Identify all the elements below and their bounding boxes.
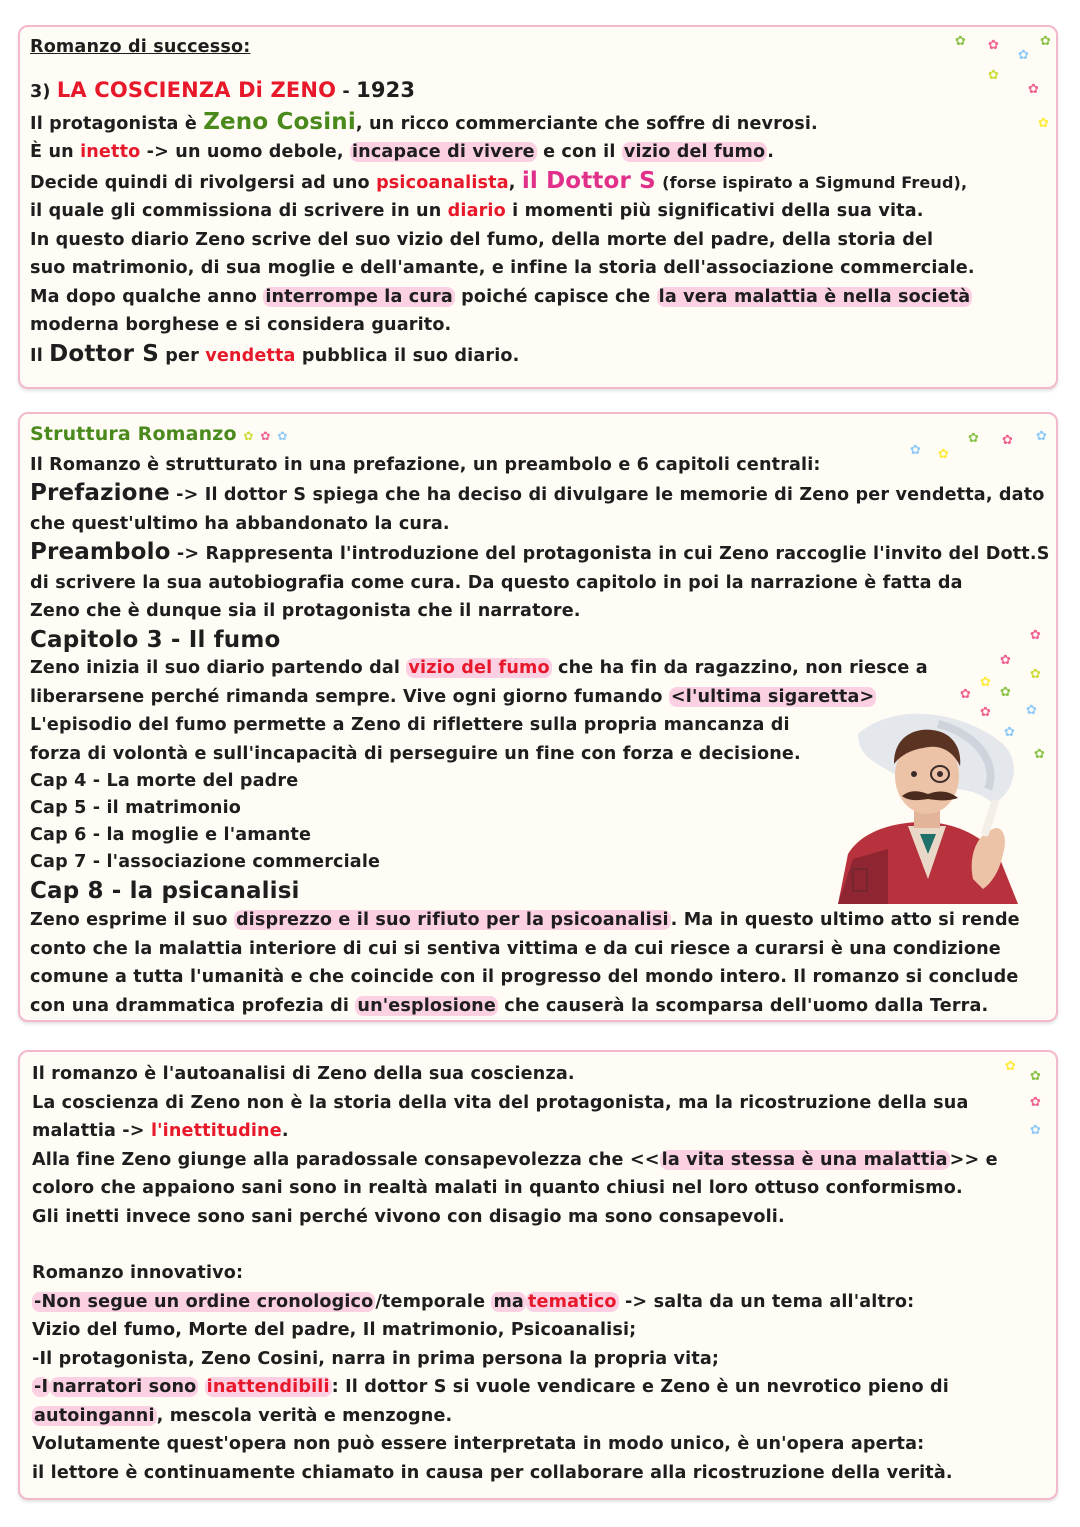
star-icon: ✿ [960, 687, 971, 702]
text-line: il lettore è continuamente chiamato in causa per collaborare alla ricostruzione della verità. [32, 1462, 953, 1483]
star-icon: ✿ [1000, 653, 1011, 668]
star-icon: ✿ [1038, 116, 1049, 131]
star-icon: ✿ [910, 443, 921, 458]
text-line: Zeno che è dunque sia il protagonista che il narratore. [30, 601, 581, 621]
text-line: Gli inetti invece sono sani perché vivono con disagio ma sono consapevoli. [32, 1206, 785, 1227]
text-line: moderna borghese e si considera guarito. [30, 315, 452, 335]
analysis-card [18, 1050, 1058, 1500]
star-icon: ✿ [955, 34, 966, 49]
chapter-heading: Capitolo 3 - Il fumo [30, 626, 281, 653]
text-line: che quest'ultimo ha abbandonato la cura. [30, 513, 450, 534]
text-line: liberarsene perché rimanda sempre. Vive ogni giorno fumando <l'ultima sigaretta> [30, 686, 875, 707]
star-icon: ✿ [980, 705, 991, 720]
text-line: Decide quindi di rivolgersi ad uno psicoanalista, il Dottor S (forse ispirato a Sigmund Freud), [30, 167, 968, 194]
text-line: Il Romanzo è strutturato in una prefazione, un preambolo e 6 capitoli centrali: [30, 454, 821, 475]
star-icon: ✿ [1004, 725, 1015, 740]
star-icon: ✿ [980, 675, 991, 690]
star-icon: ✿ [1036, 429, 1047, 444]
text-line: Ma dopo qualche anno interrompe la cura poiché capisce che la vera malattia è nella società [30, 286, 971, 307]
text-line: Vizio del fumo, Morte del padre, Il matrimonio, Psicoanalisi; [32, 1320, 637, 1340]
chapter-item: Cap 6 - la moglie e l'amante [30, 825, 312, 845]
text-line: La coscienza di Zeno non è la storia della vita del protagonista, ma la ricostruzione della sua [32, 1092, 969, 1113]
text-line: conto che la malattia interiore di cui si sentiva vittima e da cui riesce a curarsi è una condizione [30, 938, 1001, 959]
chapter-item: Cap 4 - La morte del padre [30, 771, 299, 791]
text-line: Il romanzo è l'autoanalisi di Zeno della sua coscienza. [32, 1064, 575, 1084]
text-line: forza di volontà e sull'incapacità di perseguire un fine con forza e decisione. [30, 743, 801, 764]
text-line: Zeno inizia il suo diario partendo dal vizio del fumo che ha fin da ragazzino, non riesce a [30, 658, 928, 678]
text-line: Il Dottor S per vendetta pubblica il suo diario. [30, 340, 520, 367]
summary-card [18, 25, 1058, 389]
star-icon: ✿ [988, 68, 999, 83]
text-line: In questo diario Zeno scrive del suo vizio del fumo, della morte del padre, della storia del [30, 229, 934, 250]
text-line: È un inetto -> un uomo debole, incapace di vivere e con il vizio del fumo . [30, 142, 775, 162]
text-line: Il protagonista è Zeno Cosini, un ricco commerciante che soffre di nevrosi. [30, 108, 818, 135]
text-line: con una drammatica profezia di un'esplosione che causerà la scomparsa dell'uomo dalla Terra. [30, 995, 989, 1016]
text-line: -Non segue un ordine cronologico /temporale ma tematico -> salta da un tema all'altro: [34, 1291, 915, 1312]
chapter-heading: Cap 8 - la psicanalisi [30, 878, 300, 904]
text-line: Volutamente quest'opera non può essere interpretata in modo unico, è un'opera aperta: [32, 1434, 925, 1454]
star-icon: ✿ [1034, 747, 1045, 762]
star-icon: ✿ [1040, 34, 1051, 49]
text-line: Zeno esprime il suo disprezzo e il suo rifiuto per la psicoanalisi . Ma in questo ultimo atto si rende [30, 910, 1020, 930]
text-line: autoinganni , mescola verità e menzogne. [34, 1405, 453, 1426]
star-icon: ✿ [1002, 433, 1013, 448]
text-line: malattia -> l'inettitudine. [32, 1121, 289, 1141]
chapter-item: Cap 5 - il matrimonio [30, 798, 242, 818]
chapter-item: Cap 7 - l'associazione commerciale [30, 852, 381, 872]
star-icon: ✿ [1028, 82, 1039, 97]
text-line: coloro che appaiono sani sono in realtà malati in quanto chiusi nel loro ottuso conformismo. [32, 1178, 963, 1198]
text-line: di scrivere la sua autobiografia come cura. Da questo capitolo in poi la narrazione è fatta da [30, 572, 963, 593]
text-line: suo matrimonio, di sua moglie e dell'amante, e infine la storia dell'associazione commerciale. [30, 258, 975, 278]
text-line: L'episodio del fumo permette a Zeno di riflettere sulla propria mancanza di [30, 715, 790, 735]
text-line: il quale gli commissiona di scrivere in un diario i momenti più significativi della sua vita. [30, 201, 924, 221]
text-line: comune a tutta l'umanità e che coincide con il progresso del mondo intero. Il romanzo si conclude [30, 967, 1019, 987]
text-line: -I narratori sono inattendibili : Il dottor S si vuole vendicare e Zeno è un nevrotico pieno di [34, 1377, 949, 1397]
zeno-smoking-illustration [828, 704, 1033, 904]
star-icon: ✿ [277, 429, 288, 443]
novel-title: 3) LA COSCIENZA Di ZENO - 1923 [30, 77, 416, 102]
star-icon: ✿ [1026, 703, 1037, 718]
star-icon: ✿ [1030, 1123, 1041, 1138]
star-icon: ✿ [988, 38, 999, 53]
star-icon: ✿ [1030, 1095, 1041, 1110]
star-icon: ✿ [968, 431, 979, 446]
structure-card [18, 412, 1058, 1022]
star-icon: ✿ [1030, 1069, 1041, 1084]
star-icon: ✿ [1030, 628, 1041, 643]
star-icon: ✿ [1018, 48, 1029, 63]
text-line: Prefazione -> Il dottor S spiega che ha deciso di divulgare le memorie di Zeno per vendetta, dato [30, 480, 1045, 506]
text-line: -Il protagonista, Zeno Cosini, narra in prima persona la propria vita; [32, 1348, 720, 1369]
section-heading: Romanzo di successo: [30, 37, 251, 57]
text-line: Preambolo -> Rappresenta l'introduzione del protagonista in cui Zeno raccoglie l'invito del Dott.S [30, 539, 1050, 565]
section-heading: Struttura Romanzo ✿ ✿ ✿ [30, 423, 288, 445]
star-icon: ✿ [938, 447, 949, 462]
star-icon: ✿ [260, 429, 271, 443]
star-icon: ✿ [1000, 685, 1011, 700]
section-heading: Romanzo innovativo: [32, 1263, 244, 1283]
star-icon: ✿ [1005, 1059, 1016, 1074]
star-icon: ✿ [243, 429, 254, 443]
text-line: Alla fine Zeno giunge alla paradossale consapevolezza che << la vita stessa è una malattia >> e [32, 1149, 998, 1170]
star-icon: ✿ [1030, 667, 1041, 682]
